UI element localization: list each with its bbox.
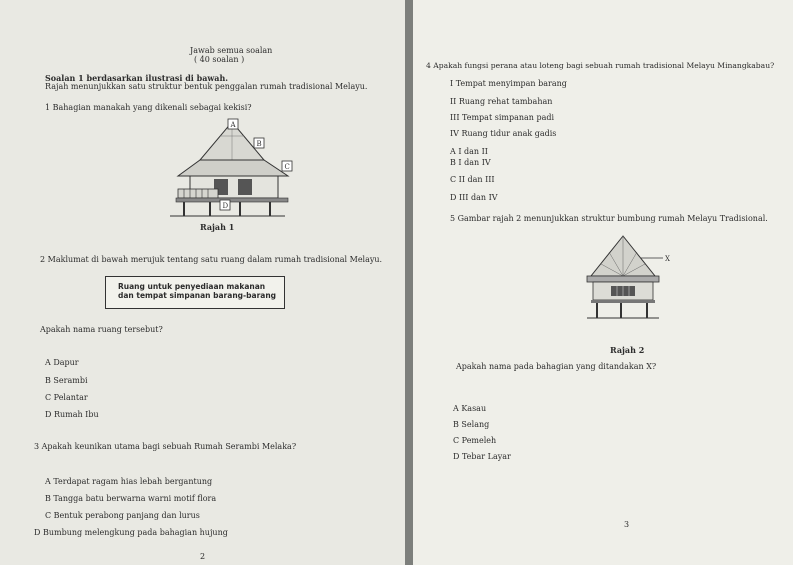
question-1: 1 Bahagian manakah yang dikenali sebagai kekisi? — [45, 103, 252, 112]
section-title: Soalan 1 berdasarkan ilustrasi di bawah. — [45, 73, 229, 83]
question-2: 2 Maklumat di bawah merujuk tentang satu ruang dalam rumah tradisional Melayu. — [40, 255, 383, 264]
page-number-right: 3 — [624, 520, 630, 529]
question-3: 3 Apakah keunikan utama bagi sebuah Rumah Serambi Melaka? — [34, 442, 297, 451]
q5-option-a: A Kasau — [453, 404, 487, 413]
figure-1-label-a: A — [230, 121, 236, 129]
statement-i: I Tempat menyimpan barang — [450, 79, 567, 88]
section-instruction: Rajah menunjukkan satu struktur bentuk penggalan rumah tradisional Melayu. — [45, 82, 368, 91]
figure-2-roof — [583, 230, 683, 340]
right-page — [413, 0, 793, 565]
question-5: 5 Gambar rajah 2 menunjukkan struktur bumbung rumah Melayu Tradisional. — [450, 214, 768, 223]
page-number-left: 2 — [200, 552, 206, 561]
q2-option-b: B Serambi — [45, 376, 88, 385]
q2-option-a: A Dapur — [45, 358, 79, 367]
header-title: Jawab semua soalan — [190, 46, 273, 55]
figure-1-label-d: D — [222, 202, 229, 210]
q3-option-c: C Bentuk perabong panjang dan lurus — [45, 511, 200, 520]
figure-2-caption: Rajah 2 — [610, 345, 645, 355]
q4-option-a: A I dan II — [450, 147, 488, 156]
q4-option-d: D III dan IV — [450, 193, 498, 202]
info-box-line-1: Ruang untuk penyediaan makanan — [118, 282, 266, 291]
info-box-line-2: dan tempat simpanan barang-barang — [118, 291, 277, 300]
q3-option-b: B Tangga batu berwarna warni motif flora — [45, 494, 217, 503]
q4-option-b: B I dan IV — [450, 158, 491, 167]
question-4: 4 Apakah fungsi perana atau loteng bagi sebuah rumah tradisional Melayu Minangkabau? — [426, 61, 775, 70]
q5-option-d: D Tebar Layar — [453, 452, 511, 461]
figure-1-house — [170, 116, 300, 231]
question-2-prompt: Apakah nama ruang tersebut? — [40, 325, 163, 334]
figure-2-label-x: X — [665, 255, 670, 263]
figure-1-caption: Rajah 1 — [200, 222, 235, 232]
q2-option-c: C Pelantar — [45, 393, 88, 402]
q5-option-c: C Pemeleh — [453, 436, 497, 445]
info-box — [105, 276, 285, 309]
question-5-prompt: Apakah nama pada bahagian yang ditandakan X? — [456, 362, 657, 371]
figure-1-label-c: C — [284, 163, 290, 171]
q3-option-a: A Terdapat ragam hias lebah bergantung — [45, 477, 213, 486]
statement-iii: III Tempat simpanan padi — [450, 113, 555, 122]
q3-option-d: D Bumbung melengkung pada bahagian hujung — [34, 528, 228, 537]
q4-option-c: C II dan III — [450, 175, 495, 184]
statement-ii: II Ruang rehat tambahan — [450, 97, 553, 106]
statement-iv: IV Ruang tidur anak gadis — [450, 129, 557, 138]
q2-option-d: D Rumah Ibu — [45, 410, 99, 419]
header-count: ( 40 soalan ) — [194, 55, 245, 64]
q5-option-b: B Selang — [453, 420, 490, 429]
figure-1-label-b: B — [256, 140, 262, 148]
